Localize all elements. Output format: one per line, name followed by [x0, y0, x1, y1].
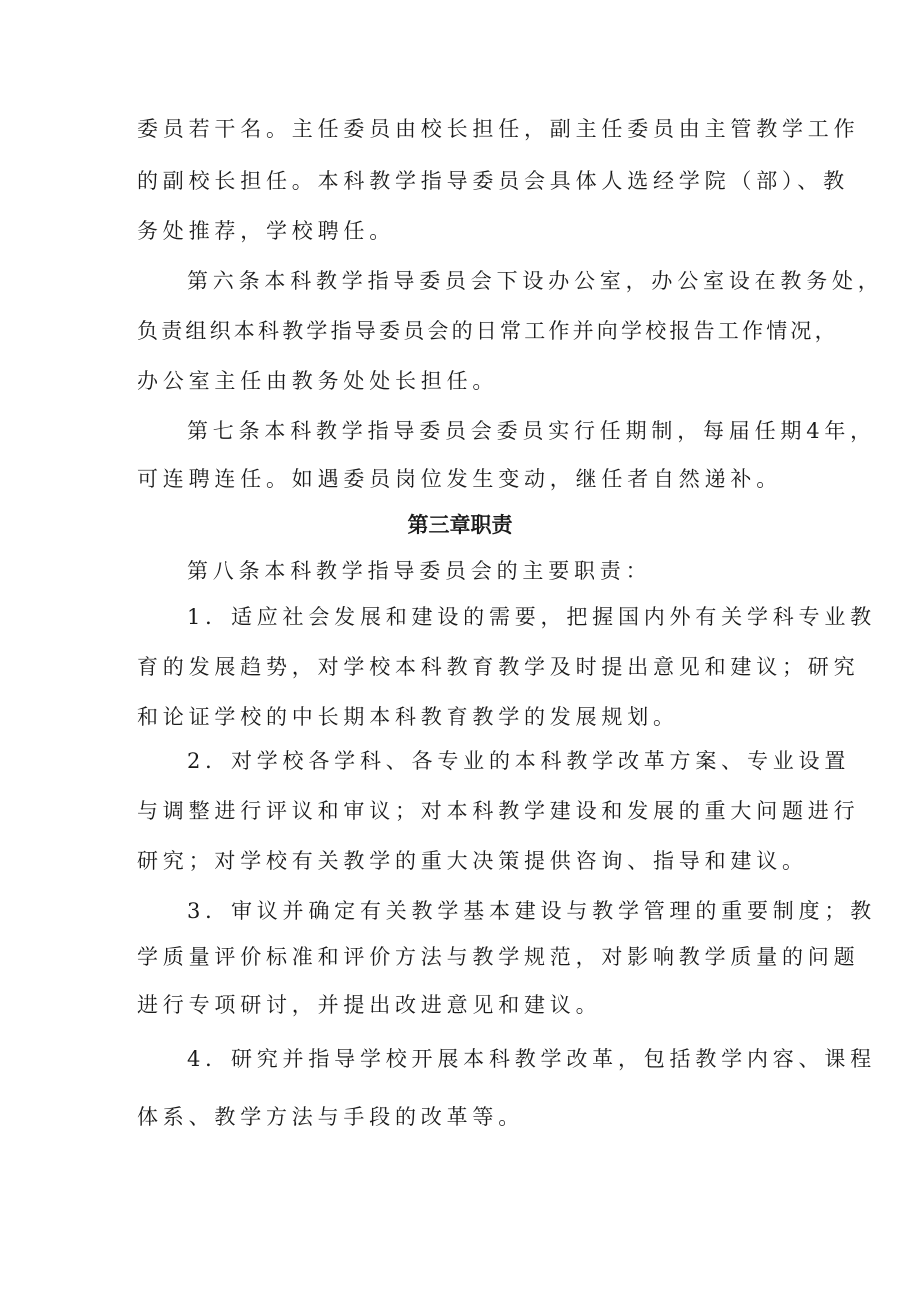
paragraph-line: 负责组织本科教学指导委员会的日常工作并向学校报告工作情况， [137, 319, 839, 343]
list-item-1-line: 1．适应社会发展和建设的需要，把握国内外有关学科专业教 [187, 605, 876, 629]
paragraph-line: 可连聘连任。如遇委员岗位发生变动，继任者自然递补。 [137, 467, 782, 491]
article-6-line: 第六条本科教学指导委员会下设办公室，办公室设在教务处， [187, 269, 884, 293]
paragraph-line: 办公室主任由教务处处长担任。 [137, 369, 499, 393]
paragraph-line: 学质量评价标准和评价方法与教学规范，对影响教学质量的问题 [137, 945, 860, 969]
paragraph-line: 委员若干名。主任委员由校长担任，副主任委员由主管教学工作 [137, 117, 860, 141]
list-item-4-line: 4．研究并指导学校开展本科教学改革，包括教学内容、课程 [187, 1047, 876, 1071]
paragraph-line: 体系、教学方法与手段的改革等。 [137, 1105, 524, 1129]
paragraph-line: 和论证学校的中长期本科教育教学的发展规划。 [137, 705, 679, 729]
article-8-line: 第八条本科教学指导委员会的主要职责： [187, 559, 652, 583]
list-item-3-line: 3．审议并确定有关教学基本建设与教学管理的重要制度；教 [187, 899, 876, 923]
article-7-line: 第七条本科教学指导委员会委员实行任期制，每届任期4年， [187, 419, 876, 443]
paragraph-line: 进行专项研讨，并提出改进意见和建议。 [137, 993, 602, 1017]
chapter-heading: 第三章职责 [407, 513, 513, 537]
paragraph-line: 务处推荐，学校聘任。 [137, 219, 395, 243]
paragraph-line: 的副校长担任。本科教学指导委员会具体人选经学院（部）、教 [137, 169, 849, 193]
paragraph-line: 研究；对学校有关教学的重大决策提供咨询、指导和建议。 [137, 849, 808, 873]
list-item-2-line: 2．对学校各学科、各专业的本科教学改革方案、专业设置 [187, 749, 851, 773]
paragraph-line: 与调整进行评议和审议；对本科教学建设和发展的重大问题进行 [137, 799, 860, 823]
paragraph-line: 育的发展趋势，对学校本科教育教学及时提出意见和建议；研究 [137, 655, 860, 679]
